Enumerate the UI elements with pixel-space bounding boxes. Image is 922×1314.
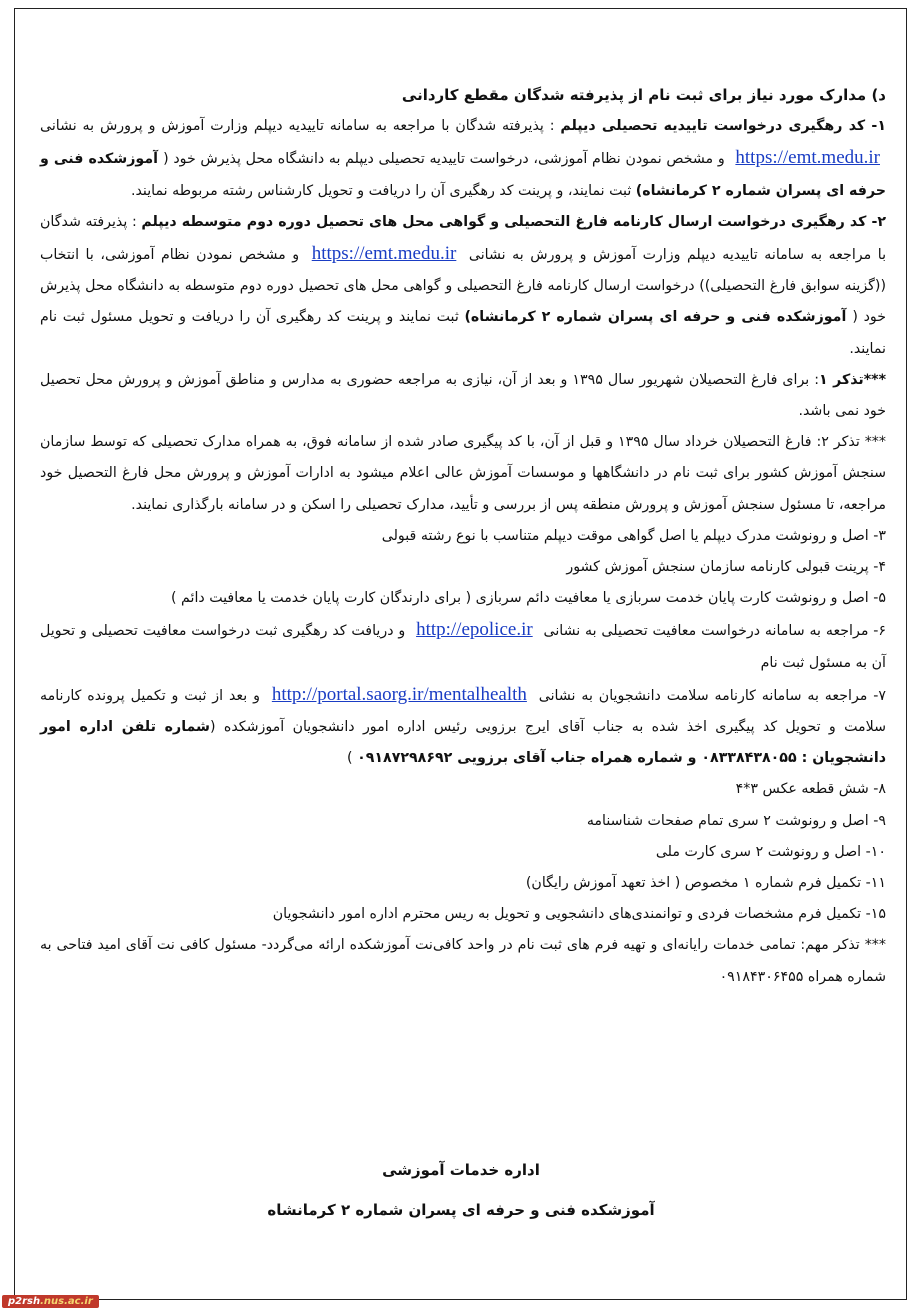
item-1-school: آموزشکده فنی و حرفه ای پسران شماره ۲ کرمانشاه) <box>40 151 886 199</box>
item-6 <box>40 614 886 678</box>
item-1 <box>40 111 886 207</box>
note-1-prefix: ***تذکر ۱ <box>819 371 886 388</box>
emt-link-2[interactable]: https://emt.medu.ir <box>311 243 457 265</box>
item-1-title: ۱- کد رهگیری درخواست تاییدیه تحصیلی دیپلم <box>560 118 886 135</box>
item-9: ۹- اصل و رونوشت ۲ سری تمام صفحات شناسنامه <box>586 812 886 829</box>
document-body <box>40 80 886 993</box>
emt-link-1[interactable]: https://emt.medu.ir <box>735 147 880 169</box>
item-6-text-b: و دریافت کد رهگیری ثبت درخواست معافیت تحصیلی و تحویل آن به مسئول ثبت نام <box>40 623 886 671</box>
item-4: ۴- پرینت قبولی کارنامه سازمان سنجش آموزش کشور <box>566 559 886 576</box>
item-2 <box>40 207 886 365</box>
item-7 <box>40 679 886 775</box>
item-7-text-a: ۷- مراجعه به سامانه کارنامه سلامت دانشجویان به نشانی <box>538 687 887 704</box>
footer-office: اداره خدمات آموزشی <box>382 1161 540 1179</box>
page-heading: د) مدارک مورد نیاز برای ثبت نام از پذیرفته شدگان مقطع کاردانی <box>401 86 886 104</box>
item-8: ۸- شش قطعه عکس ۳*۴ <box>735 781 886 798</box>
signature-block <box>0 1150 922 1230</box>
item-7-text-b: و بعد از ثبت و تکمیل پرونده کارنامه سلامت و تحویل کد پیگیری اخذ شده به جناب آقای ایرج برزویی رئیس اداره امور دانشجویان آموزشکده ( <box>40 687 886 736</box>
item-10: ۱۰- اصل و رونوشت ۲ سری کارت ملی <box>655 843 886 860</box>
mentalhealth-link[interactable]: http://portal.saorg.ir/mentalhealth <box>271 683 527 705</box>
item-1-text-a: : پذیرفته شدگان با مراجعه به سامانه تاییدیه دیپلم وزارت آموزش و پرورش به نشانی <box>40 118 561 135</box>
watermark-accent: .nus.ac.ir <box>40 1296 93 1307</box>
item-3: ۳- اصل و رونوشت مدرک دیپلم یا اصل گواهی موقت دیپلم متناسب با نوع رشته قبولی <box>381 527 886 544</box>
note-1-text: : برای فارغ التحصیلان شهریور سال ۱۳۹۵ و بعد از آن، نیازی به مراجعه حضوری به مدارس و مناطق آموزش و پرورش محل تحصیل خود نمی باشد. <box>40 371 886 420</box>
item-2-text-a: : پذیرفته شدگان با مراجعه به سامانه تاییدیه دیپلم وزارت آموزش و پرورش به نشانی <box>40 213 887 264</box>
note-1 <box>40 365 886 427</box>
note-2: *** تذکر ۲: فارغ التحصیلان خرداد سال ۱۳۹۵ و قبل از آن، با کد پیگیری صادر شده از سامانه فوق، به همراه مدارک تحصیلی که توسط سازمان سنجش آموزش کشور برای ثبت نام در دانشگاهها و موسسات آموزش عالی اعلام میشود به ادارات آموزش و پرورش محل فارغ التحصیل خود مراجعه، تا مسئول سنجش آموزش و پرورش منطقه پس از بررسی و تأیید، مدارک تحصیلی را اسکن و در سامانه بارگذاری نمایند. <box>40 434 886 513</box>
item-5: ۵- اصل و رونوشت کارت پایان خدمت سربازی یا معافیت دائم سربازی ( برای دارندگان کارت پایان خدمت یا معافیت دائم ) <box>171 590 886 607</box>
site-watermark <box>2 1295 99 1308</box>
item-2-text-b: و مشخص نمودن نظام آموزشی، با انتخاب ((گزینه سوابق فارغ التحصیلی)) درخواست ارسال کارنامه فارغ التحصیلی و گواهی محل های تحصیل دوره دوم متوسطه به دانشگاه محل پذیرش خود ( <box>40 247 886 326</box>
item-2-text-c: ثبت نمایند و پرینت کد رهگیری آن را دریافت و تحویل مسئول ثبت نام نمایند. <box>40 309 886 357</box>
item-6-text-a: ۶- مراجعه به سامانه درخواست معافیت تحصیلی به نشانی <box>543 623 887 640</box>
item-2-school: آموزشکده فنی و حرفه ای پسران شماره ۲ کرمانشاه) <box>464 309 853 326</box>
item-15: ۱۵- تکمیل فرم مشخصات فردی و توانمندی‌های دانشجویی و تحویل به ریس محترم اداره امور دانشجویان <box>272 906 886 923</box>
item-7-phone: شماره تلفن اداره امور دانشجویان : ۰۸۳۳۸۴۳۸۰۵۵ و شماره همراه جناب آقای برزویی ۰۹۱۸۷۲۹۸۶۹۲ <box>40 719 886 767</box>
important-note: *** تذکر مهم: تمامی خدمات رایانه‌ای و تهیه فرم های ثبت نام در واحد کافی‌نت آموزشکده ارائه می‌گردد- مسئول کافی نت آقای امید فتاحی به شماره همراه ۰۹۱۸۴۳۰۶۴۵۵ <box>40 937 886 985</box>
item-1-text-b: و مشخص نمودن نظام آموزشی، درخواست تاییدیه تحصیلی دیپلم به دانشگاه محل پذیرش خود ( <box>163 151 725 168</box>
item-11: ۱۱- تکمیل فرم شماره ۱ مخصوص ( اخذ تعهد آموزش رایگان) <box>525 875 886 892</box>
item-2-title: ۲- کد رهگیری درخواست ارسال کارنامه فارغ التحصیلی و گواهی محل های تحصیل دوره دوم متوسطه دیپلم <box>141 213 887 230</box>
epolice-link[interactable]: http://epolice.ir <box>416 619 533 641</box>
item-1-text-c: ثبت نمایند، و پرینت کد رهگیری آن را دریافت و تحویل کارشناس رشته مربوطه نمایند. <box>130 182 636 199</box>
watermark-main: p2rsh <box>8 1296 41 1307</box>
item-7-text-c: ) <box>347 750 358 767</box>
footer-school: آموزشکده فنی و حرفه ای پسران شماره ۲ کرمانشاه <box>267 1201 655 1219</box>
